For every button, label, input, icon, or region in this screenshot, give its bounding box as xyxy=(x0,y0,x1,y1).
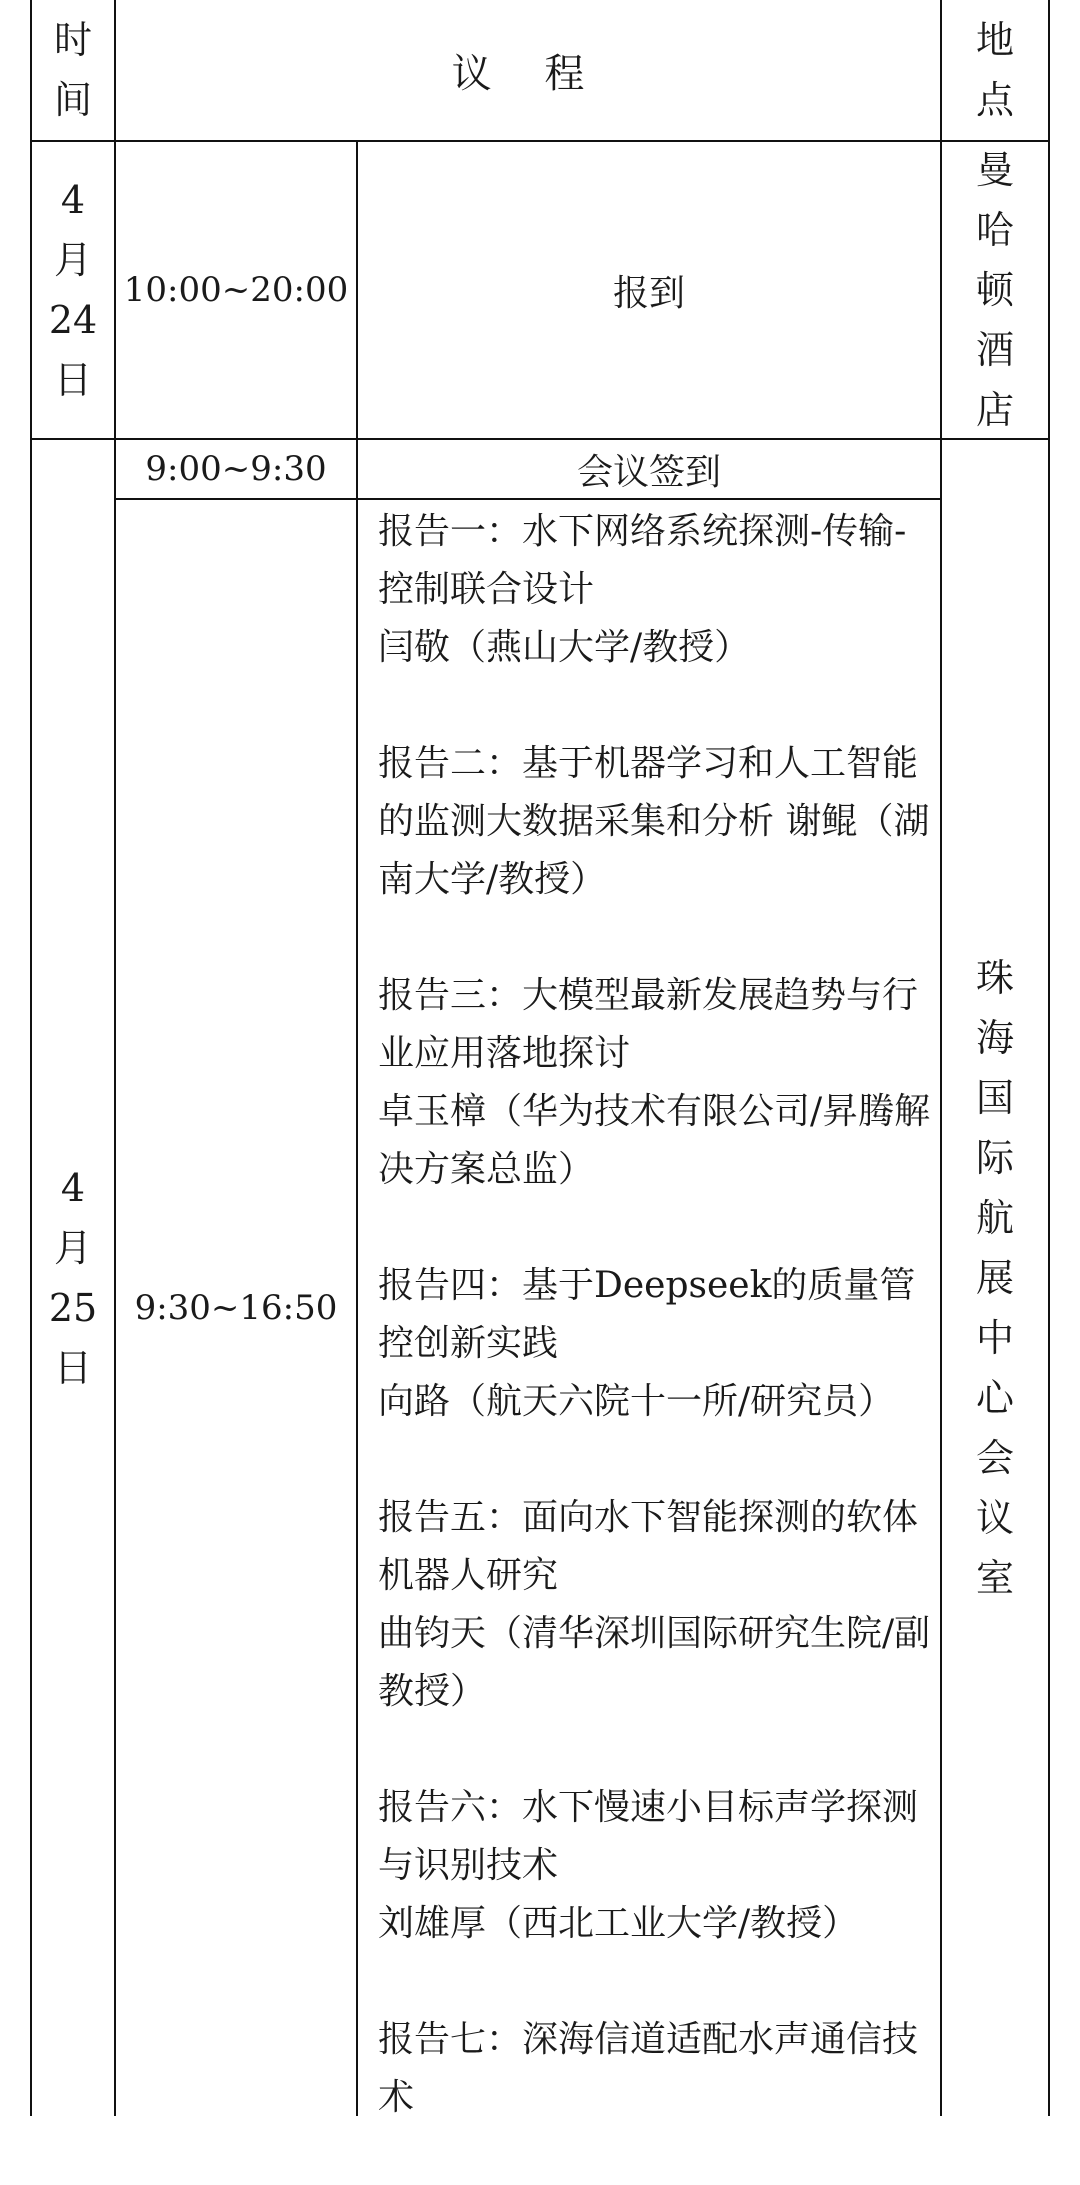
day1-time-cell xyxy=(116,142,356,438)
signin-item: 会议签到 xyxy=(576,451,721,493)
signin-time-cell xyxy=(116,440,356,498)
report-title: 报告五：面向水下智能探测的软体机器人研究 xyxy=(378,1497,919,1596)
report-list xyxy=(378,503,934,2185)
main-time: 9:30~16:50 xyxy=(134,1288,338,1328)
day2-location-char: 中 xyxy=(975,1316,1014,1360)
day2-date-part: 25 xyxy=(48,1286,98,1330)
day1-item-cell xyxy=(358,142,940,438)
header-time-cell xyxy=(32,0,114,140)
report-item xyxy=(378,2011,934,2127)
day1-location-char: 哈 xyxy=(975,208,1014,252)
report-title: 报告六：水下慢速小目标声学探测与识别技术 xyxy=(378,1787,919,1886)
header-agenda-label: 议 程 xyxy=(451,50,605,97)
day1-location-char: 曼 xyxy=(975,148,1014,192)
report-speaker: 曲钧天（清华深圳国际研究生院/副教授） xyxy=(378,1613,931,1712)
report-item xyxy=(378,503,934,677)
day1-date-part: 日 xyxy=(53,358,92,402)
day2-location-cell xyxy=(942,440,1048,2116)
day1-date-part: 4 xyxy=(60,178,86,222)
report-title: 报告二：基于机器学习和人工智能的监测大数据采集和分析 谢鲲（湖南大学/教授） xyxy=(378,743,930,900)
signin-time: 9:00~9:30 xyxy=(145,449,327,489)
report-title: 报告四：基于Deepseek的质量管控创新实践 xyxy=(378,1265,916,1364)
day1-time: 10:00~20:00 xyxy=(123,270,349,310)
report-item xyxy=(378,1489,934,1721)
day1-date-cell xyxy=(32,142,114,438)
report-title: 报告七：深海信道适配水声通信技术 xyxy=(378,2019,919,2118)
report-item xyxy=(378,1779,934,1953)
report-speaker: 刘雄厚（西北工业大学/教授） xyxy=(378,1903,859,1944)
report-speaker: 卓玉樟（华为技术有限公司/昇腾解决方案总监） xyxy=(378,1091,931,1190)
report-speaker: 向路（航天六院十一所/研究员） xyxy=(378,1381,895,1422)
day2-location-char: 航 xyxy=(975,1196,1014,1240)
report-title: 报告三：大模型最新发展趋势与行业应用落地探讨 xyxy=(378,975,919,1074)
day2-location-char: 国 xyxy=(975,1076,1014,1120)
day2-location-char: 展 xyxy=(975,1256,1014,1300)
header-location-cell xyxy=(942,0,1048,140)
day2-location-char: 会 xyxy=(975,1436,1014,1480)
day1-item: 报到 xyxy=(612,272,685,314)
header-agenda-cell xyxy=(116,0,940,140)
day1-location-char: 酒 xyxy=(975,328,1014,372)
day2-location-char: 议 xyxy=(975,1496,1014,1540)
day1-date-part: 月 xyxy=(53,238,92,282)
report-speaker: 闫敬（燕山大学/教授） xyxy=(378,627,751,668)
day2-date-part: 4 xyxy=(60,1166,86,1210)
day2-location-char: 海 xyxy=(975,1016,1014,1060)
signin-item-cell xyxy=(358,440,940,498)
report-item xyxy=(378,967,934,1199)
header-time-char: 间 xyxy=(53,78,92,122)
day2-location-char: 心 xyxy=(975,1376,1014,1420)
header-location-char: 点 xyxy=(975,78,1014,122)
day2-date-part: 月 xyxy=(53,1226,92,1270)
report-item xyxy=(378,735,934,909)
day2-date-part: 日 xyxy=(53,1346,92,1390)
header-time-char: 时 xyxy=(53,18,92,62)
day1-date-part: 24 xyxy=(48,298,98,342)
header-location-char: 地 xyxy=(975,18,1014,62)
day2-location-char: 际 xyxy=(975,1136,1014,1180)
day2-location-char: 室 xyxy=(975,1556,1014,1600)
border-right xyxy=(1048,0,1050,2116)
day1-location-cell xyxy=(942,142,1048,438)
day1-location-char: 店 xyxy=(975,388,1014,432)
main-time-cell xyxy=(116,500,356,2116)
day2-location-char: 珠 xyxy=(975,956,1014,1000)
report-item xyxy=(378,1257,934,1431)
report-title: 报告一：水下网络系统探测-传输-控制联合设计 xyxy=(378,511,907,610)
day1-location-char: 顿 xyxy=(975,268,1014,312)
day2-date-cell xyxy=(32,440,114,2116)
